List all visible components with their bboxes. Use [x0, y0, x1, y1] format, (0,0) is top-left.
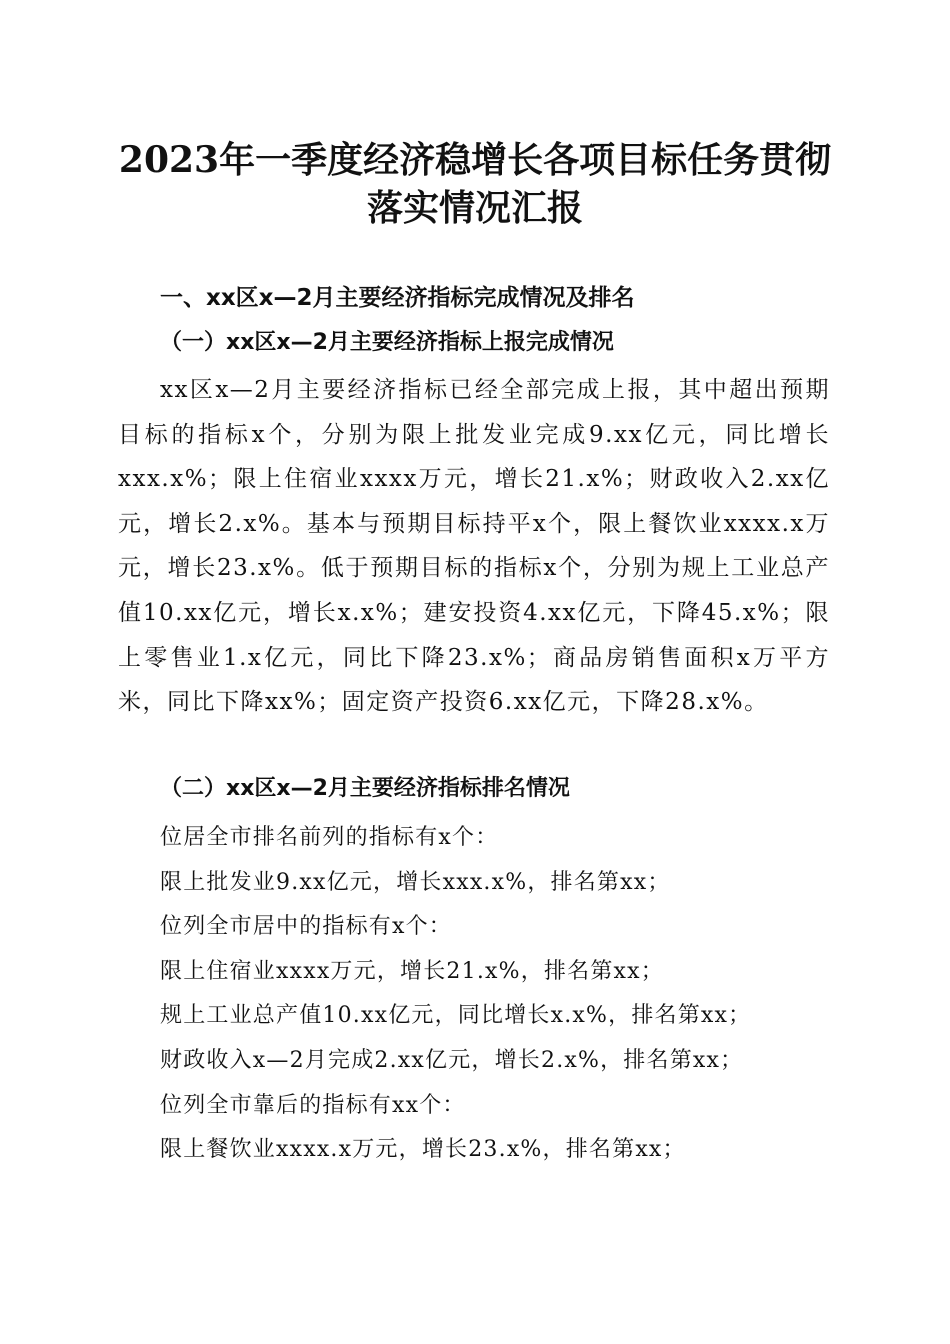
ranking-line: 限上餐饮业xxxx.x万元，增长23.x%，排名第xx； [160, 1137, 686, 1163]
subsection-2-heading: （二）xx区x—2月主要经济指标排名情况 [160, 776, 570, 801]
ranking-list [160, 816, 751, 1173]
subsection-1-paragraph: xx区x—2月主要经济指标已经全部完成上报，其中超出预期目标的指标x个，分别为限上批发业完成9.xx亿元，同比增长xxx.x%；限上住宿业xxxx万元，增长21.x%；财政收入2.xx亿元，增长2.x%。基本与预期目标持平x个，限上餐饮业xxxx.x万元，增长23.x%。低于预期目标的指标x个，分别为规上工业总产值10.xx亿元，增长x.x%；建安投资4.xx亿元，下降45.x%；限上零售业1.x亿元，同比下降23.x%；商品房销售面积x万平方米，同比下降xx%；固定资产投资6.xx亿元，下降28.x%。 [118, 377, 830, 716]
ranking-line: 位列全市靠后的指标有xx个： [160, 1092, 466, 1118]
section-1-heading: 一、xx区x—2月主要经济指标完成情况及排名 [160, 285, 635, 311]
subsection-1-heading: （一）xx区x—2月主要经济指标上报完成情况 [160, 330, 614, 355]
ranking-line: 限上批发业9.xx亿元，增长xxx.x%，排名第xx； [160, 869, 671, 895]
ranking-line: 位居全市排名前列的指标有x个： [160, 825, 499, 850]
document-title-line-1: 2023年一季度经济稳增长各项目标任务贯彻 [118, 139, 832, 181]
document-title-line-2: 落实情况汇报 [366, 187, 583, 229]
ranking-line: 规上工业总产值10.xx亿元，同比增长x.x%，排名第xx； [160, 1003, 752, 1029]
ranking-line: 限上住宿业xxxx万元，增长21.x%，排名第xx； [160, 958, 664, 984]
ranking-line: 位列全市居中的指标有x个： [160, 914, 453, 940]
ranking-line: 财政收入x—2月完成2.xx亿元，增长2.x%，排名第xx； [160, 1047, 744, 1073]
